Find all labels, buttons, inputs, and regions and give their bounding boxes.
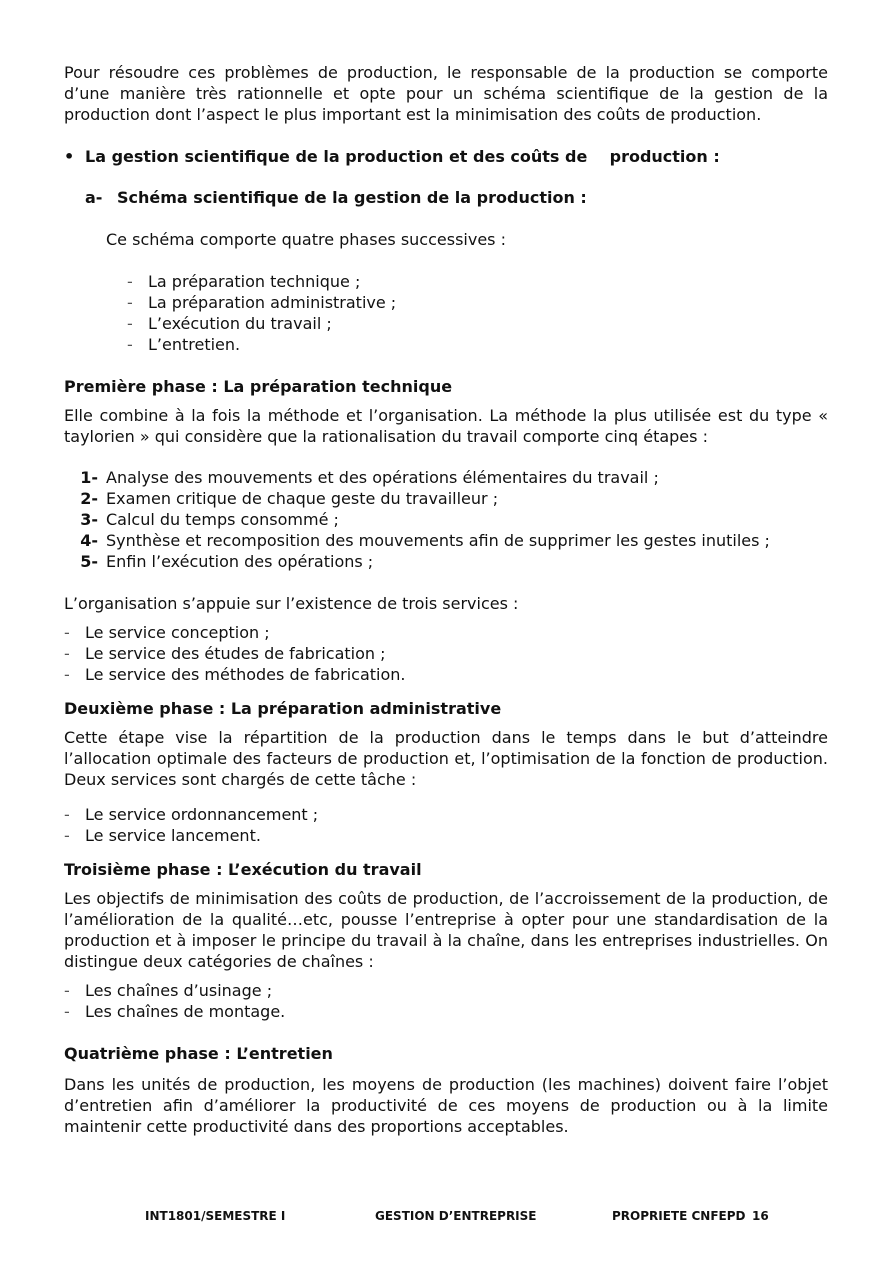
list-item: - La préparation administrative ; xyxy=(127,293,397,312)
footer-subject: GESTION D’ENTREPRISE xyxy=(375,1209,537,1223)
section-bullet-heading xyxy=(64,146,828,167)
phase2-paragraph: Cette étape vise la répartition de la production dans le temps dans le but d’atteindre l’allocation optimale des facteurs de production et, l’optimisation de la fonction de production. Deux services sont chargés de cette tâche : xyxy=(64,728,828,789)
phase3-heading: Troisième phase : L’exécution du travail xyxy=(64,860,422,879)
list-item: 1- Analyse des mouvements et des opérations élémentaires du travail ; xyxy=(64,467,828,488)
list-item: - Le service ordonnancement ; xyxy=(64,805,319,824)
list-item: - L’entretien. xyxy=(127,335,241,354)
phase4-paragraph: Dans les unités de production, les moyens de production (les machines) doivent faire l’objet d’entretien afin d’améliorer la productivité de ces moyens de production ou à la limite maintenir cette productivité dans des proportions acceptables. xyxy=(64,1075,828,1136)
list-item: 2- Examen critique de chaque geste du travailleur ; xyxy=(64,488,828,509)
schema-intro: Ce schéma comporte quatre phases successives : xyxy=(106,230,506,249)
list-item: - Le service lancement. xyxy=(64,826,261,845)
phase1-heading: Première phase : La préparation technique xyxy=(64,377,453,396)
step-number: 3- xyxy=(80,510,98,529)
subsection-heading-text: Schéma scientifique de la gestion de la production : xyxy=(117,188,587,207)
list-item: 3- Calcul du temps consommé ; xyxy=(64,509,828,530)
intro-paragraph: Pour résoudre ces problèmes de production, le responsable de la production se comporte d’une manière très rationnelle et opte pour un schéma scientifique de la gestion de la production dont l’aspect le plus important est la minimisation des coûts de production. xyxy=(64,63,828,124)
dash-marker: - xyxy=(64,805,70,824)
subsection-marker: a- xyxy=(85,188,103,207)
services-list xyxy=(64,622,828,685)
phase4-heading: Quatrième phase : L’entretien xyxy=(64,1044,333,1063)
list-item: - Le service des méthodes de fabrication. xyxy=(64,665,406,684)
dash-marker: - xyxy=(64,1002,70,1021)
footer-course: INT1801/SEMESTRE I xyxy=(145,1209,286,1223)
dash-marker: - xyxy=(64,981,70,1000)
list-item: - Le service conception ; xyxy=(64,623,270,642)
list-item: - L’exécution du travail ; xyxy=(127,314,332,333)
list-item: 5- Enfin l’exécution des opérations ; xyxy=(64,551,828,572)
dash-marker: - xyxy=(64,826,70,845)
schema-phase-list xyxy=(64,271,828,355)
section-heading-text: La gestion scientifique de la production et des coûts de production : xyxy=(85,147,720,166)
subsection-heading xyxy=(64,187,828,208)
dash-marker: - xyxy=(127,335,133,354)
list-item: - Les chaînes d’usinage ; xyxy=(64,981,273,1000)
phase1-paragraph: Elle combine à la fois la méthode et l’organisation. La méthode la plus utilisée est du type « taylorien » qui considère que la rationalisation du travail comporte cinq étapes : xyxy=(64,406,828,446)
list-item: 4- Synthèse et recomposition des mouvements afin de supprimer les gestes inutiles ; xyxy=(64,530,828,551)
document-body xyxy=(64,62,828,1137)
chains-list xyxy=(64,980,828,1022)
footer-owner: PROPRIETE CNFEPD xyxy=(612,1209,746,1223)
dash-marker: - xyxy=(127,293,133,312)
step-number: 2- xyxy=(80,489,98,508)
step-number: 4- xyxy=(80,531,98,550)
list-item: - La préparation technique ; xyxy=(127,272,361,291)
page-number: 16 xyxy=(752,1209,769,1223)
phase3-paragraph: Les objectifs de minimisation des coûts de production, de l’accroissement de la production, de l’amélioration de la qualité…etc, pousse l’entreprise à opter pour une standardisation de la production et à imposer le principe du travail à la chaîne, dans les entreprises industrielles. On distingue deux catégories de chaînes : xyxy=(64,889,828,971)
bullet-marker: • xyxy=(64,147,75,166)
step-number: 1- xyxy=(80,468,98,487)
dash-marker: - xyxy=(64,665,70,684)
organisation-intro: L’organisation s’appuie sur l’existence de trois services : xyxy=(64,594,519,613)
step-number: 5- xyxy=(80,552,98,571)
page-footer xyxy=(0,1207,893,1225)
list-item: - Les chaînes de montage. xyxy=(64,1002,286,1021)
phase2-heading: Deuxième phase : La préparation administrative xyxy=(64,699,502,718)
taylor-steps-list xyxy=(64,467,828,572)
dash-marker: - xyxy=(127,272,133,291)
dash-marker: - xyxy=(127,314,133,333)
phase2-services-list xyxy=(64,804,828,846)
dash-marker: - xyxy=(64,623,70,642)
list-item: - Le service des études de fabrication ; xyxy=(64,644,386,663)
dash-marker: - xyxy=(64,644,70,663)
